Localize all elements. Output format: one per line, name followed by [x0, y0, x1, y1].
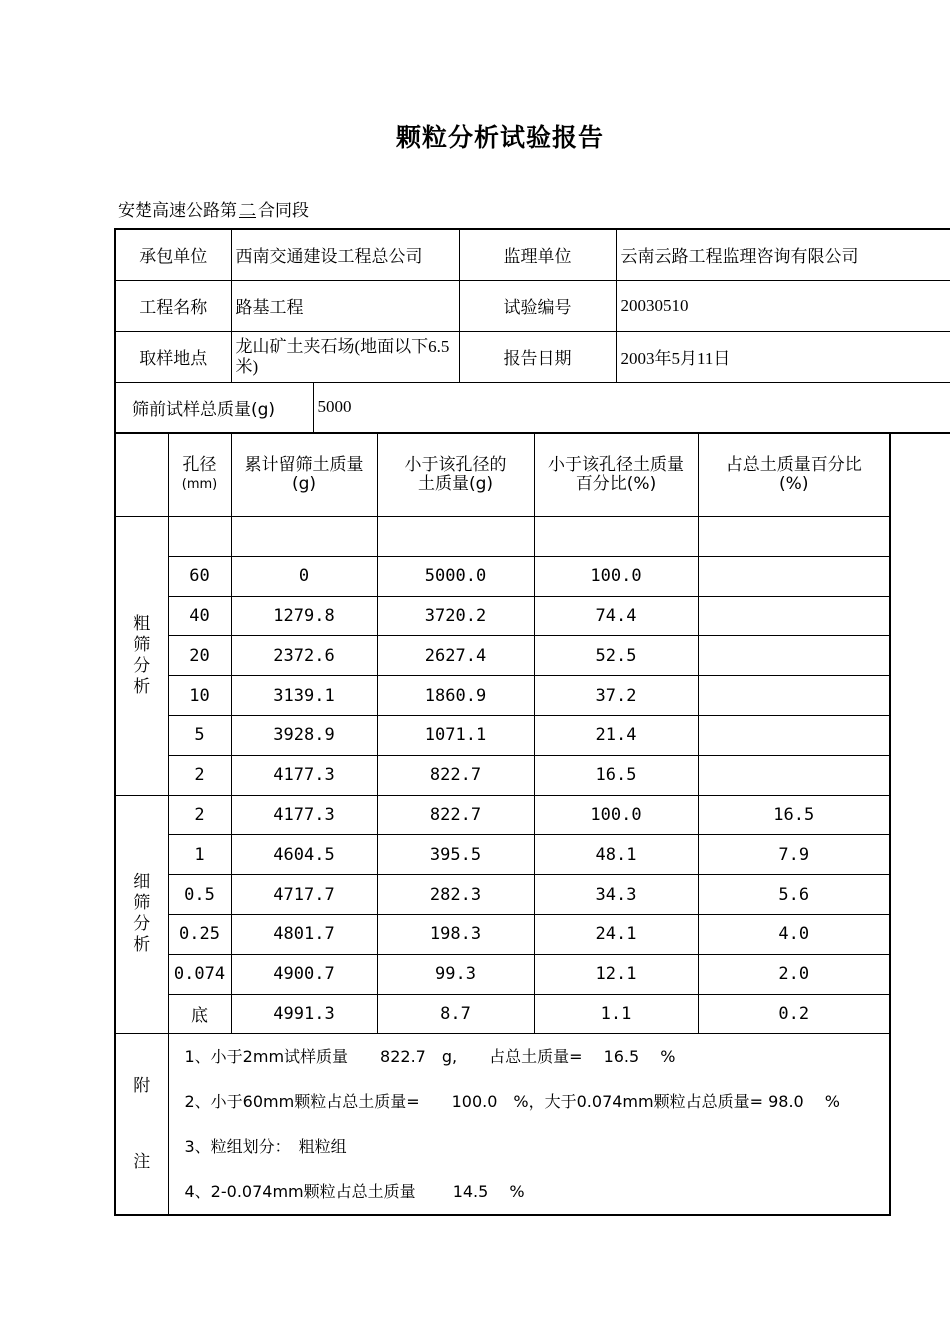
header-retained	[231, 434, 377, 517]
table-cell: 1279.8	[231, 596, 377, 636]
table-cell	[698, 556, 890, 596]
table-cell: 4177.3	[231, 795, 377, 835]
header-passing-pct-unit: 百分比(%)	[575, 474, 657, 494]
total-mass-value: 5000	[313, 382, 950, 433]
table-cell: 4900.7	[231, 954, 377, 994]
table-cell	[168, 517, 231, 557]
fine-label-char: 细	[133, 872, 151, 893]
project-label: 工程名称	[115, 280, 231, 331]
header-total-pct-text: 占总土质量百分比	[725, 455, 862, 475]
header-passing-pct-text: 小于该孔径土质量	[548, 455, 684, 475]
header-aperture-text: 孔径	[182, 455, 217, 475]
header-aperture	[168, 434, 231, 517]
section-prefix: 安楚高速公路第	[118, 201, 237, 221]
header-blank	[115, 434, 168, 517]
total-mass-label: 筛前试样总质量(g)	[115, 382, 313, 433]
notes-label-char: 注	[133, 1152, 151, 1173]
notes-row	[115, 1034, 890, 1216]
table-row	[115, 517, 890, 557]
table-cell: 4717.7	[231, 875, 377, 915]
table-cell	[698, 676, 890, 716]
table-cell: 1071.1	[377, 715, 534, 755]
table-cell: 2.0	[698, 954, 890, 994]
table-cell: 1860.9	[377, 676, 534, 716]
table-row	[115, 954, 890, 994]
table-row	[115, 795, 890, 835]
coarse-label-char: 分	[133, 655, 151, 676]
report-title: 颗粒分析试验报告	[395, 123, 604, 152]
table-cell	[698, 755, 890, 795]
supervisor-value: 云南云路工程监理咨询有限公司	[616, 229, 950, 280]
table-cell: 3928.9	[231, 715, 377, 755]
table-cell: 4604.5	[231, 835, 377, 875]
test-no-value: 20030510	[616, 280, 950, 331]
table-cell: 5000.0	[377, 556, 534, 596]
table-cell: 2627.4	[377, 636, 534, 676]
table-cell: 7.9	[698, 835, 890, 875]
notes-label	[115, 1034, 168, 1216]
table-row	[115, 676, 890, 716]
table-cell: 2372.6	[231, 636, 377, 676]
location-label: 取样地点	[115, 331, 231, 382]
table-cell: 198.3	[377, 914, 534, 954]
table-cell: 3139.1	[231, 676, 377, 716]
report-table	[114, 228, 950, 434]
contractor-label: 承包单位	[115, 229, 231, 280]
table-cell: 822.7	[377, 755, 534, 795]
table-cell	[377, 517, 534, 557]
date-value: 2003年5月11日	[616, 331, 950, 382]
table-cell: 2	[168, 795, 231, 835]
table-cell	[698, 636, 890, 676]
table-cell: 60	[168, 556, 231, 596]
table-row	[115, 755, 890, 795]
notes-content	[168, 1034, 890, 1216]
table-cell	[698, 517, 890, 557]
table-row	[115, 994, 890, 1034]
table-cell: 0.2	[698, 994, 890, 1034]
header-passing-pct	[534, 434, 698, 517]
table-cell: 4177.3	[231, 755, 377, 795]
sieve-table	[114, 433, 891, 1216]
coarse-label-char: 筛	[133, 634, 151, 655]
table-cell: 40	[168, 596, 231, 636]
table-cell: 16.5	[698, 795, 890, 835]
test-no-label: 试验编号	[459, 280, 616, 331]
table-cell: 4991.3	[231, 994, 377, 1034]
table-cell: 底	[168, 994, 231, 1034]
table-cell: 12.1	[534, 954, 698, 994]
table-cell: 5	[168, 715, 231, 755]
table-row	[115, 835, 890, 875]
table-cell: 34.3	[534, 875, 698, 915]
table-cell: 395.5	[377, 835, 534, 875]
table-cell: 822.7	[377, 795, 534, 835]
table-row	[115, 715, 890, 755]
section-number: 二	[239, 201, 256, 221]
table-cell: 1	[168, 835, 231, 875]
project-value: 路基工程	[231, 280, 459, 331]
header-aperture-unit: (mm)	[181, 477, 218, 492]
header-retained-unit: (g)	[291, 474, 317, 494]
table-cell: 8.7	[377, 994, 534, 1034]
table-cell: 4801.7	[231, 914, 377, 954]
table-cell: 4.0	[698, 914, 890, 954]
table-cell	[231, 517, 377, 557]
table-cell: 5.6	[698, 875, 890, 915]
fine-label-char: 析	[133, 935, 151, 956]
table-row	[115, 636, 890, 676]
table-cell: 37.2	[534, 676, 698, 716]
table-row	[115, 914, 890, 954]
table-row	[115, 596, 890, 636]
date-label: 报告日期	[459, 331, 616, 382]
note-line: 4、2-0.074mm颗粒占总土质量 14.5 %	[184, 1182, 525, 1202]
table-cell: 0.25	[168, 914, 231, 954]
header-total-pct	[698, 434, 890, 517]
note-line: 3、粒组划分： 粗粒组	[184, 1137, 347, 1157]
table-cell: 3720.2	[377, 596, 534, 636]
table-row	[115, 875, 890, 915]
table-cell	[698, 596, 890, 636]
coarse-label	[115, 517, 168, 796]
table-cell: 99.3	[377, 954, 534, 994]
location-value: 龙山矿土夹石场(地面以下6.5米)	[231, 331, 459, 382]
fine-label-char: 分	[133, 914, 151, 935]
table-cell	[698, 715, 890, 755]
header-retained-text: 累计留筛土质量	[244, 455, 364, 475]
contractor-value: 西南交通建设工程总公司	[231, 229, 459, 280]
fine-label-char: 筛	[133, 893, 151, 914]
table-cell: 16.5	[534, 755, 698, 795]
note-line: 1、小于2mm试样质量 822.7 g, 占总土质量= 16.5 %	[184, 1047, 676, 1067]
section-suffix: 合同段	[258, 201, 309, 221]
fine-label	[115, 795, 168, 1034]
note-line: 2、小于60mm颗粒占总土质量= 100.0 %，大于0.074mm颗粒占总质量= 98.0 %	[184, 1092, 841, 1112]
table-cell: 2	[168, 755, 231, 795]
table-cell: 100.0	[534, 556, 698, 596]
table-cell: 74.4	[534, 596, 698, 636]
table-cell: 282.3	[377, 875, 534, 915]
coarse-label-char: 粗	[133, 613, 151, 634]
notes-label-char: 附	[133, 1076, 151, 1097]
header-passing-unit: 土质量(g)	[417, 474, 494, 494]
table-cell: 1.1	[534, 994, 698, 1034]
table-cell: 0.5	[168, 875, 231, 915]
table-cell: 20	[168, 636, 231, 676]
header-passing-text: 小于该孔径的	[404, 455, 507, 475]
table-cell: 52.5	[534, 636, 698, 676]
table-row	[115, 556, 890, 596]
supervisor-label: 监理单位	[459, 229, 616, 280]
table-cell: 24.1	[534, 914, 698, 954]
table-cell: 0.074	[168, 954, 231, 994]
header-passing	[377, 434, 534, 517]
header-total-pct-unit: (%)	[779, 474, 809, 494]
table-cell	[534, 517, 698, 557]
table-cell: 10	[168, 676, 231, 716]
table-cell: 100.0	[534, 795, 698, 835]
table-cell: 0	[231, 556, 377, 596]
coarse-label-char: 析	[133, 676, 151, 697]
contract-section	[118, 196, 309, 221]
table-cell: 21.4	[534, 715, 698, 755]
table-cell: 48.1	[534, 835, 698, 875]
